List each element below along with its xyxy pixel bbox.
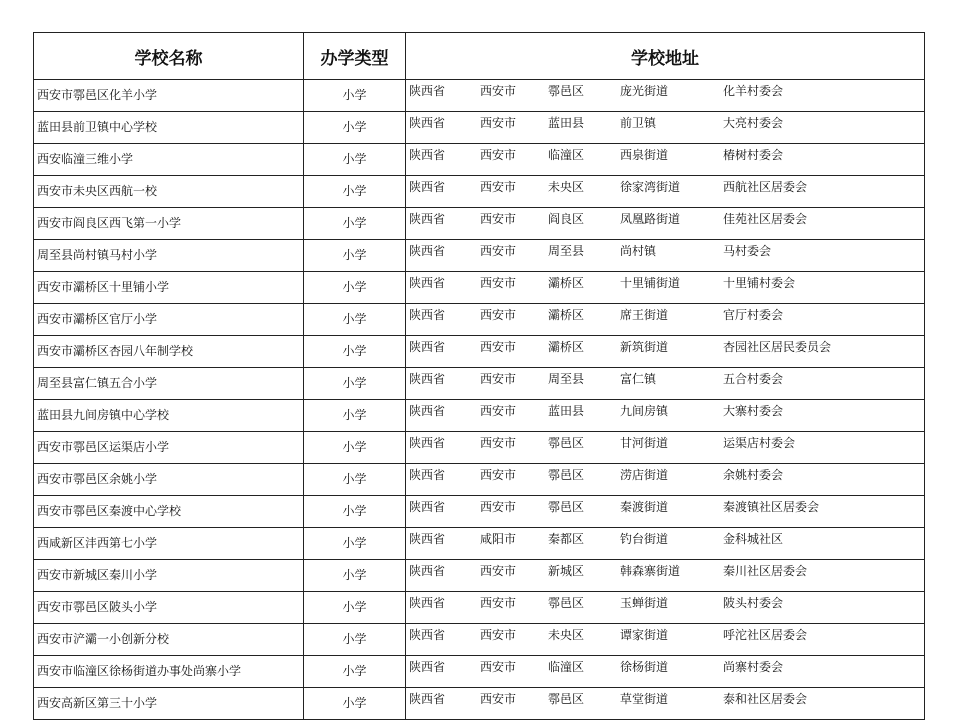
address-province: 陕西省: [409, 468, 446, 482]
table-row: [34, 560, 925, 592]
address-city: 西安市: [480, 692, 517, 706]
header-school-type: 办学类型: [304, 33, 406, 80]
address-town: 前卫镇: [620, 116, 657, 130]
address-town: 九间房镇: [620, 404, 669, 418]
school-name-cell: 蓝田县九间房镇中心学校: [34, 400, 304, 432]
school-name-cell: 西安市新城区秦川小学: [34, 560, 304, 592]
address-city: 西安市: [480, 244, 517, 258]
school-type-cell: 小学: [304, 112, 406, 144]
address-committee: 椿树村委会: [723, 148, 784, 162]
school-name-cell: 西安市临潼区徐杨街道办事处尚寨小学: [34, 656, 304, 688]
address-town: 甘河街道: [620, 436, 669, 450]
address-city: 西安市: [480, 468, 517, 482]
address-town: 徐家湾街道: [620, 180, 681, 194]
school-address-cell: [406, 560, 925, 592]
school-address-cell: [406, 176, 925, 208]
address-district: 鄠邑区: [548, 436, 585, 450]
school-address-cell: [406, 304, 925, 336]
school-type-cell: 小学: [304, 400, 406, 432]
address-committee: 大亮村委会: [723, 116, 784, 130]
address-province: 陕西省: [409, 148, 446, 162]
school-type-cell: 小学: [304, 368, 406, 400]
school-name-cell: 西安市灞桥区杏园八年制学校: [34, 336, 304, 368]
address-city: 西安市: [480, 436, 517, 450]
address-committee: 金科城社区: [723, 532, 784, 546]
table-row: [34, 208, 925, 240]
address-district: 秦都区: [548, 532, 585, 546]
school-address-cell: [406, 400, 925, 432]
school-type-cell: 小学: [304, 656, 406, 688]
school-type-cell: 小学: [304, 80, 406, 112]
address-town: 玉蝉街道: [620, 596, 669, 610]
header-school-address: 学校地址: [406, 33, 925, 80]
address-district: 鄠邑区: [548, 84, 585, 98]
school-type-cell: 小学: [304, 464, 406, 496]
school-name-cell: 西安市灞桥区官厅小学: [34, 304, 304, 336]
address-city: 西安市: [480, 596, 517, 610]
address-city: 西安市: [480, 212, 517, 226]
header-row: [34, 33, 925, 80]
school-name-cell: 西安高新区第三十小学: [34, 688, 304, 720]
table-row: [34, 368, 925, 400]
table-row: [34, 688, 925, 720]
school-address-cell: [406, 240, 925, 272]
school-address-cell: [406, 592, 925, 624]
address-committee: 呼沱社区居委会: [723, 628, 808, 642]
address-city: 西安市: [480, 340, 517, 354]
school-address-cell: [406, 496, 925, 528]
school-name-cell: 西安市鄠邑区陂头小学: [34, 592, 304, 624]
address-town: 谭家街道: [620, 628, 669, 642]
school-address-cell: [406, 624, 925, 656]
address-committee: 秦渡镇社区居委会: [723, 500, 820, 514]
address-town: 新筑街道: [620, 340, 669, 354]
address-district: 灞桥区: [548, 340, 585, 354]
table-row: [34, 400, 925, 432]
table-row: [34, 464, 925, 496]
address-city: 西安市: [480, 276, 517, 290]
school-name-cell: 西咸新区沣西第七小学: [34, 528, 304, 560]
address-town: 徐杨街道: [620, 660, 669, 674]
address-district: 未央区: [548, 180, 585, 194]
school-address-cell: [406, 144, 925, 176]
school-name-cell: 西安市灞桥区十里铺小学: [34, 272, 304, 304]
school-address-cell: [406, 688, 925, 720]
school-name-cell: 周至县尚村镇马村小学: [34, 240, 304, 272]
address-committee: 佳苑社区居委会: [723, 212, 808, 226]
address-district: 周至县: [548, 372, 585, 386]
address-province: 陕西省: [409, 628, 446, 642]
address-town: 钓台街道: [620, 532, 669, 546]
school-type-cell: 小学: [304, 304, 406, 336]
address-committee: 余姚村委会: [723, 468, 784, 482]
table-row: [34, 240, 925, 272]
address-committee: 西航社区居委会: [723, 180, 808, 194]
school-type-cell: 小学: [304, 240, 406, 272]
school-address-cell: [406, 336, 925, 368]
address-province: 陕西省: [409, 372, 446, 386]
table-row: [34, 304, 925, 336]
address-city: 西安市: [480, 500, 517, 514]
address-district: 临潼区: [548, 148, 585, 162]
school-name-cell: 西安市鄠邑区余姚小学: [34, 464, 304, 496]
address-city: 西安市: [480, 180, 517, 194]
address-town: 富仁镇: [620, 372, 657, 386]
school-name-cell: 西安市未央区西航一校: [34, 176, 304, 208]
header-school-name: 学校名称: [34, 33, 304, 80]
address-town: 西泉街道: [620, 148, 669, 162]
address-district: 未央区: [548, 628, 585, 642]
school-table: [33, 32, 925, 720]
address-town: 涝店街道: [620, 468, 669, 482]
school-address-cell: [406, 272, 925, 304]
school-name-cell: 周至县富仁镇五合小学: [34, 368, 304, 400]
table-row: [34, 656, 925, 688]
address-district: 蓝田县: [548, 116, 585, 130]
school-address-cell: [406, 528, 925, 560]
table-row: [34, 528, 925, 560]
address-city: 西安市: [480, 628, 517, 642]
address-province: 陕西省: [409, 404, 446, 418]
school-address-cell: [406, 208, 925, 240]
school-name-cell: 西安临潼三维小学: [34, 144, 304, 176]
address-town: 秦渡街道: [620, 500, 669, 514]
school-type-cell: 小学: [304, 208, 406, 240]
address-committee: 杏园社区居民委员会: [723, 340, 832, 354]
school-name-cell: 西安市阎良区西飞第一小学: [34, 208, 304, 240]
table-row: [34, 80, 925, 112]
address-city: 西安市: [480, 148, 517, 162]
address-district: 鄠邑区: [548, 596, 585, 610]
address-committee: 马村委会: [723, 244, 772, 258]
address-town: 凤凰路街道: [620, 212, 681, 226]
address-province: 陕西省: [409, 276, 446, 290]
address-district: 灞桥区: [548, 276, 585, 290]
address-province: 陕西省: [409, 692, 446, 706]
address-province: 陕西省: [409, 84, 446, 98]
school-type-cell: 小学: [304, 144, 406, 176]
table-row: [34, 144, 925, 176]
school-name-cell: 西安市鄠邑区运渠店小学: [34, 432, 304, 464]
address-town: 尚村镇: [620, 244, 657, 258]
address-committee: 大寨村委会: [723, 404, 784, 418]
table-row: [34, 432, 925, 464]
school-type-cell: 小学: [304, 688, 406, 720]
table-row: [34, 624, 925, 656]
address-province: 陕西省: [409, 532, 446, 546]
address-city: 西安市: [480, 308, 517, 322]
address-city: 西安市: [480, 116, 517, 130]
address-committee: 泰和社区居委会: [723, 692, 808, 706]
address-province: 陕西省: [409, 308, 446, 322]
address-province: 陕西省: [409, 340, 446, 354]
address-province: 陕西省: [409, 500, 446, 514]
address-province: 陕西省: [409, 180, 446, 194]
address-district: 灞桥区: [548, 308, 585, 322]
school-type-cell: 小学: [304, 176, 406, 208]
address-district: 鄠邑区: [548, 692, 585, 706]
address-committee: 化羊村委会: [723, 84, 784, 98]
address-committee: 五合村委会: [723, 372, 784, 386]
address-district: 阎良区: [548, 212, 585, 226]
address-town: 十里铺街道: [620, 276, 681, 290]
table-row: [34, 112, 925, 144]
school-name-cell: 西安市鄠邑区化羊小学: [34, 80, 304, 112]
address-province: 陕西省: [409, 436, 446, 450]
school-name-cell: 蓝田县前卫镇中心学校: [34, 112, 304, 144]
school-address-cell: [406, 80, 925, 112]
school-name-cell: 西安市浐灞一小创新分校: [34, 624, 304, 656]
address-town: 席王街道: [620, 308, 669, 322]
address-committee: 陂头村委会: [723, 596, 784, 610]
address-city: 西安市: [480, 84, 517, 98]
address-city: 西安市: [480, 564, 517, 578]
address-city: 西安市: [480, 372, 517, 386]
address-district: 临潼区: [548, 660, 585, 674]
table-body: [34, 80, 925, 720]
school-address-cell: [406, 464, 925, 496]
address-district: 鄠邑区: [548, 468, 585, 482]
school-address-cell: [406, 112, 925, 144]
address-district: 蓝田县: [548, 404, 585, 418]
school-type-cell: 小学: [304, 432, 406, 464]
table-row: [34, 592, 925, 624]
school-address-cell: [406, 368, 925, 400]
address-city: 咸阳市: [480, 532, 517, 546]
table-row: [34, 496, 925, 528]
school-type-cell: 小学: [304, 528, 406, 560]
table-row: [34, 272, 925, 304]
address-province: 陕西省: [409, 596, 446, 610]
address-province: 陕西省: [409, 116, 446, 130]
school-type-cell: 小学: [304, 624, 406, 656]
address-town: 草堂街道: [620, 692, 669, 706]
school-type-cell: 小学: [304, 336, 406, 368]
address-city: 西安市: [480, 660, 517, 674]
address-town: 庞光街道: [620, 84, 669, 98]
address-district: 鄠邑区: [548, 500, 585, 514]
address-district: 新城区: [548, 564, 585, 578]
school-address-cell: [406, 656, 925, 688]
address-town: 韩森寨街道: [620, 564, 681, 578]
address-province: 陕西省: [409, 660, 446, 674]
address-committee: 运渠店村委会: [723, 436, 796, 450]
school-address-cell: [406, 432, 925, 464]
table-row: [34, 336, 925, 368]
address-province: 陕西省: [409, 244, 446, 258]
school-type-cell: 小学: [304, 496, 406, 528]
address-province: 陕西省: [409, 564, 446, 578]
school-type-cell: 小学: [304, 272, 406, 304]
address-district: 周至县: [548, 244, 585, 258]
school-name-cell: 西安市鄠邑区秦渡中心学校: [34, 496, 304, 528]
address-city: 西安市: [480, 404, 517, 418]
address-committee: 十里铺村委会: [723, 276, 796, 290]
address-committee: 官厅村委会: [723, 308, 784, 322]
table-row: [34, 176, 925, 208]
address-committee: 秦川社区居委会: [723, 564, 808, 578]
address-province: 陕西省: [409, 212, 446, 226]
school-type-cell: 小学: [304, 560, 406, 592]
school-type-cell: 小学: [304, 592, 406, 624]
address-committee: 尚寨村委会: [723, 660, 784, 674]
